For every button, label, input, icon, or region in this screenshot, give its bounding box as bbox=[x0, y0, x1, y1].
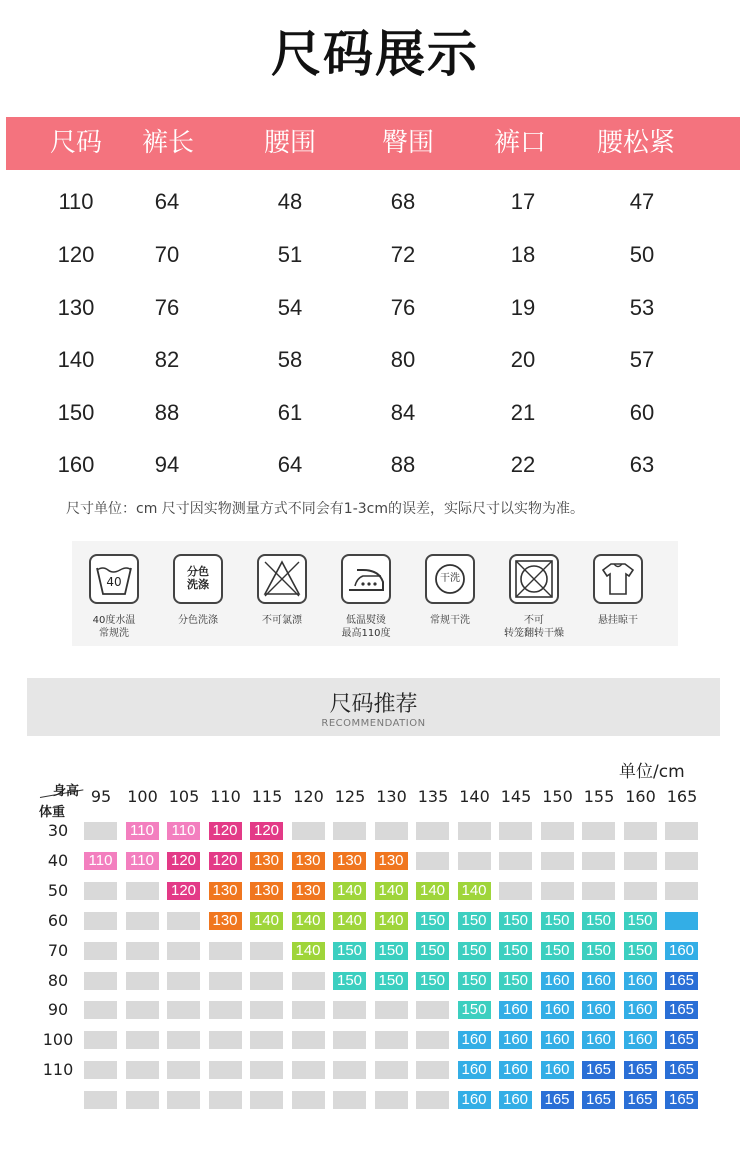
size-cell: 160 bbox=[582, 972, 615, 990]
size-cell bbox=[665, 882, 698, 900]
size-cell bbox=[292, 1061, 325, 1079]
size-cell: 130 bbox=[292, 882, 325, 900]
size-table-cell: 94 bbox=[154, 452, 180, 477]
size-cell bbox=[250, 1061, 283, 1079]
size-cell bbox=[250, 942, 283, 960]
size-cell: 160 bbox=[541, 1061, 574, 1079]
size-table-cell: 88 bbox=[154, 400, 180, 425]
separate-wash-icon bbox=[173, 554, 223, 604]
size-cell: 120 bbox=[167, 882, 200, 900]
weight-row-header: 110 bbox=[42, 1060, 74, 1080]
size-table-cell: 110 bbox=[58, 189, 94, 214]
height-column-header: 95 bbox=[90, 787, 112, 806]
weight-axis-label: 体重 bbox=[39, 805, 66, 820]
size-table-cell: 58 bbox=[277, 347, 303, 372]
size-cell: 165 bbox=[665, 1061, 698, 1079]
size-table-row bbox=[0, 235, 750, 275]
height-column-header: 105 bbox=[168, 787, 200, 806]
size-table-cell: 57 bbox=[629, 347, 655, 372]
size-unit-note: 尺寸单位：cm 尺寸因实物测量方式不同会有1-3cm的误差，实际尺寸以实物为准。 bbox=[66, 501, 584, 517]
size-cell: 165 bbox=[541, 1091, 574, 1109]
low-iron-icon bbox=[341, 554, 391, 604]
size-cell: 150 bbox=[458, 972, 491, 990]
size-table-cell: 120 bbox=[57, 242, 95, 267]
care-icon-text: 干洗 bbox=[440, 573, 460, 584]
size-table-cell: 72 bbox=[390, 242, 416, 267]
height-column-header: 150 bbox=[542, 787, 573, 806]
size-cell bbox=[375, 1091, 408, 1109]
height-axis-label: 身高 bbox=[53, 784, 80, 799]
size-cell: 160 bbox=[624, 972, 657, 990]
size-cell bbox=[333, 822, 366, 840]
size-cell bbox=[167, 1091, 200, 1109]
care-label: 悬挂晾干 bbox=[598, 615, 638, 626]
height-column-header: 145 bbox=[500, 787, 532, 806]
size-cell: 160 bbox=[499, 1031, 532, 1049]
size-cell bbox=[499, 882, 532, 900]
weight-row-header: 30 bbox=[47, 821, 69, 840]
size-cell: 165 bbox=[665, 1031, 698, 1049]
height-column-header: 130 bbox=[376, 787, 407, 806]
care-label: 不可 转笼翻转干燥 bbox=[504, 615, 564, 639]
size-cell: 140 bbox=[250, 912, 283, 930]
size-table-cell: 150 bbox=[57, 400, 95, 425]
weight-row-header: 80 bbox=[47, 970, 69, 990]
size-cell bbox=[292, 1001, 325, 1019]
size-cell bbox=[167, 972, 200, 990]
care-item bbox=[72, 541, 156, 646]
size-cell bbox=[250, 1031, 283, 1049]
care-label: 低温熨烫 最高110度 bbox=[341, 615, 391, 639]
size-cell bbox=[126, 942, 159, 960]
size-cell: 165 bbox=[665, 972, 698, 990]
size-cell: 150 bbox=[499, 972, 532, 990]
size-cell: 165 bbox=[624, 1091, 657, 1109]
size-cell bbox=[416, 1001, 449, 1019]
height-column-header: 125 bbox=[334, 787, 366, 806]
size-cell: 150 bbox=[499, 912, 532, 930]
size-cell bbox=[84, 1061, 117, 1079]
weight-row-header: 50 bbox=[47, 880, 69, 900]
care-label: 40度水温 常规洗 bbox=[92, 615, 136, 639]
dry-clean-icon bbox=[425, 554, 475, 604]
size-cell bbox=[167, 1061, 200, 1079]
size-cell bbox=[458, 822, 491, 840]
size-cell: 160 bbox=[541, 972, 574, 990]
care-item bbox=[408, 541, 492, 646]
recommendation-title: 尺码推荐 bbox=[329, 692, 418, 717]
size-cell bbox=[582, 822, 615, 840]
size-cell bbox=[126, 972, 159, 990]
size-cell: 165 bbox=[582, 1091, 615, 1109]
size-cell bbox=[541, 882, 574, 900]
size-cell bbox=[84, 972, 117, 990]
size-cell: 160 bbox=[499, 1061, 532, 1079]
size-table-cell: 76 bbox=[390, 295, 416, 320]
size-cell: 150 bbox=[375, 942, 408, 960]
size-cell: 110 bbox=[126, 852, 159, 870]
height-column-header: 120 bbox=[293, 787, 324, 806]
size-cell bbox=[292, 972, 325, 990]
size-table-cell: 160 bbox=[57, 452, 95, 477]
size-table-cell: 64 bbox=[154, 189, 180, 214]
size-cell bbox=[84, 882, 117, 900]
size-table-cell: 84 bbox=[390, 400, 416, 425]
height-column-header: 100 bbox=[127, 787, 158, 806]
height-column-header: 165 bbox=[666, 787, 698, 806]
size-cell: 120 bbox=[209, 822, 242, 840]
size-cell bbox=[209, 1001, 242, 1019]
size-cell bbox=[292, 822, 325, 840]
size-cell bbox=[416, 1091, 449, 1109]
size-table-row bbox=[0, 445, 750, 485]
size-table-cell: 63 bbox=[629, 452, 655, 477]
size-cell bbox=[292, 1091, 325, 1109]
page-title: 尺码展示 bbox=[271, 25, 479, 83]
size-cell: 150 bbox=[333, 942, 366, 960]
care-icon-text: 40 bbox=[106, 575, 122, 589]
size-cell: 150 bbox=[416, 912, 449, 930]
size-cell bbox=[582, 852, 615, 870]
size-cell: 130 bbox=[333, 852, 366, 870]
recommendation-subtitle: RECOMMENDATION bbox=[321, 718, 426, 729]
size-cell: 120 bbox=[250, 822, 283, 840]
size-cell: 130 bbox=[250, 852, 283, 870]
size-cell bbox=[126, 882, 159, 900]
size-cell bbox=[84, 912, 117, 930]
size-table-cell: 82 bbox=[154, 347, 180, 372]
size-cell: 160 bbox=[541, 1001, 574, 1019]
size-cell: 160 bbox=[458, 1061, 491, 1079]
size-cell: 140 bbox=[292, 912, 325, 930]
size-cell bbox=[167, 1001, 200, 1019]
size-cell bbox=[84, 942, 117, 960]
size-cell bbox=[375, 1031, 408, 1049]
size-cell bbox=[84, 1001, 117, 1019]
weight-row-header: 90 bbox=[47, 1000, 69, 1020]
size-cell: 150 bbox=[375, 972, 408, 990]
size-cell: 110 bbox=[167, 822, 200, 840]
size-cell bbox=[375, 1061, 408, 1079]
size-cell bbox=[416, 852, 449, 870]
size-cell: 130 bbox=[209, 882, 242, 900]
size-cell: 140 bbox=[375, 882, 408, 900]
no-tumble-dry-icon bbox=[509, 554, 559, 604]
care-item bbox=[492, 541, 576, 646]
size-cell bbox=[84, 822, 117, 840]
care-item bbox=[576, 541, 660, 646]
size-cell: 160 bbox=[458, 1031, 491, 1049]
size-cell bbox=[126, 1001, 159, 1019]
size-cell: 150 bbox=[458, 1001, 491, 1019]
size-cell bbox=[167, 942, 200, 960]
size-table-row bbox=[0, 288, 750, 328]
height-column-header: 115 bbox=[251, 787, 283, 806]
size-cell bbox=[665, 822, 698, 840]
size-cell: 110 bbox=[84, 852, 117, 870]
size-cell bbox=[333, 1091, 366, 1109]
size-table-cell: 20 bbox=[510, 347, 536, 372]
size-table-row bbox=[0, 182, 750, 222]
weight-row-header: 60 bbox=[47, 910, 69, 930]
size-cell bbox=[209, 1031, 242, 1049]
size-cell: 165 bbox=[582, 1061, 615, 1079]
size-table-cell: 80 bbox=[390, 347, 416, 372]
size-table-cell: 60 bbox=[629, 400, 655, 425]
size-table-header-cell: 臀围 bbox=[381, 128, 434, 158]
size-table-cell: 61 bbox=[277, 400, 303, 425]
size-cell: 150 bbox=[541, 942, 574, 960]
size-cell bbox=[416, 1061, 449, 1079]
size-cell: 150 bbox=[582, 942, 615, 960]
size-cell: 160 bbox=[458, 1091, 491, 1109]
size-cell: 150 bbox=[458, 912, 491, 930]
size-cell: 130 bbox=[292, 852, 325, 870]
size-cell: 140 bbox=[333, 882, 366, 900]
size-cell: 140 bbox=[375, 912, 408, 930]
wash-40-icon bbox=[89, 554, 139, 604]
size-table-row bbox=[0, 340, 750, 380]
size-table-cell: 48 bbox=[277, 189, 303, 214]
size-cell bbox=[333, 1001, 366, 1019]
size-table-cell: 53 bbox=[629, 295, 655, 320]
size-cell bbox=[582, 882, 615, 900]
size-cell bbox=[250, 1001, 283, 1019]
care-item bbox=[324, 541, 408, 646]
size-table-cell: 76 bbox=[154, 295, 180, 320]
care-label: 常规干洗 bbox=[430, 615, 470, 626]
size-cell: 150 bbox=[624, 942, 657, 960]
size-cell bbox=[167, 1031, 200, 1049]
care-item bbox=[156, 541, 240, 646]
size-cell bbox=[84, 1031, 117, 1049]
size-cell bbox=[458, 852, 491, 870]
size-cell bbox=[416, 1031, 449, 1049]
size-table-cell: 22 bbox=[510, 452, 536, 477]
size-cell bbox=[126, 1061, 159, 1079]
size-table-row bbox=[0, 393, 750, 433]
size-cell bbox=[665, 852, 698, 870]
weight-row-header: 40 bbox=[47, 850, 69, 870]
size-cell bbox=[126, 1091, 159, 1109]
size-cell: 160 bbox=[541, 1031, 574, 1049]
size-cell: 130 bbox=[209, 912, 242, 930]
size-table-cell: 140 bbox=[57, 347, 95, 372]
size-cell: 150 bbox=[416, 972, 449, 990]
size-table-cell: 64 bbox=[277, 452, 303, 477]
size-cell: 130 bbox=[375, 852, 408, 870]
size-cell bbox=[209, 972, 242, 990]
size-cell bbox=[541, 852, 574, 870]
size-cell: 130 bbox=[250, 882, 283, 900]
hang-dry-icon bbox=[593, 554, 643, 604]
height-column-header: 160 bbox=[625, 787, 656, 806]
size-cell bbox=[84, 1091, 117, 1109]
unit-label: 单位/cm bbox=[619, 762, 685, 782]
size-cell: 165 bbox=[624, 1061, 657, 1079]
size-table-cell: 130 bbox=[57, 295, 95, 320]
size-cell bbox=[167, 912, 200, 930]
size-cell bbox=[126, 1031, 159, 1049]
size-table-cell: 68 bbox=[390, 189, 416, 214]
weight-row-header: 100 bbox=[42, 1030, 74, 1050]
size-cell bbox=[333, 1061, 366, 1079]
size-cell bbox=[541, 822, 574, 840]
size-cell: 160 bbox=[499, 1091, 532, 1109]
size-table-cell: 47 bbox=[629, 189, 655, 214]
size-cell: 160 bbox=[624, 1031, 657, 1049]
size-table-cell: 21 bbox=[510, 400, 536, 425]
size-table-header-cell: 腰松紧 bbox=[596, 128, 675, 158]
size-cell: 150 bbox=[333, 972, 366, 990]
height-column-header: 135 bbox=[417, 787, 449, 806]
size-cell bbox=[499, 852, 532, 870]
size-cell: 140 bbox=[416, 882, 449, 900]
size-cell: 160 bbox=[624, 1001, 657, 1019]
size-cell: 120 bbox=[167, 852, 200, 870]
size-cell: 150 bbox=[541, 912, 574, 930]
size-table-cell: 17 bbox=[510, 189, 536, 214]
size-cell: 160 bbox=[499, 1001, 532, 1019]
size-cell bbox=[209, 1061, 242, 1079]
size-cell bbox=[375, 1001, 408, 1019]
size-table-header-cell: 尺码 bbox=[49, 128, 102, 158]
size-cell bbox=[624, 822, 657, 840]
size-table-cell: 50 bbox=[629, 242, 655, 267]
size-cell: 150 bbox=[624, 912, 657, 930]
height-column-header: 155 bbox=[583, 787, 615, 806]
recommendation-banner bbox=[27, 678, 720, 736]
weight-row-header: 70 bbox=[47, 940, 69, 960]
size-cell bbox=[375, 822, 408, 840]
size-cell bbox=[126, 912, 159, 930]
size-cell: 140 bbox=[458, 882, 491, 900]
size-cell: 165 bbox=[665, 1091, 698, 1109]
size-table-cell: 51 bbox=[277, 242, 303, 267]
size-cell bbox=[416, 822, 449, 840]
size-table-header-cell: 裤长 bbox=[141, 128, 194, 158]
care-instructions-panel bbox=[72, 541, 678, 646]
size-cell: 140 bbox=[333, 912, 366, 930]
size-cell: 150 bbox=[416, 942, 449, 960]
size-table-header-cell: 腰围 bbox=[263, 128, 316, 158]
size-table-cell: 54 bbox=[277, 295, 303, 320]
size-cell: 165 bbox=[665, 1001, 698, 1019]
care-item bbox=[240, 541, 324, 646]
size-cell: 110 bbox=[126, 822, 159, 840]
size-cell: 160 bbox=[582, 1001, 615, 1019]
size-cell bbox=[499, 822, 532, 840]
size-table-header-cell: 裤口 bbox=[493, 128, 546, 158]
size-cell bbox=[250, 1091, 283, 1109]
height-column-header: 140 bbox=[459, 787, 490, 806]
size-cell: 160 bbox=[665, 942, 698, 960]
size-table-cell: 88 bbox=[390, 452, 416, 477]
size-table-header bbox=[6, 117, 740, 170]
size-cell bbox=[333, 1031, 366, 1049]
care-label: 不可氯漂 bbox=[262, 615, 302, 626]
size-cell bbox=[292, 1031, 325, 1049]
size-cell bbox=[624, 882, 657, 900]
size-table-cell: 18 bbox=[510, 242, 536, 267]
height-column-header: 110 bbox=[210, 787, 241, 806]
size-cell: 160 bbox=[582, 1031, 615, 1049]
size-cell bbox=[250, 972, 283, 990]
size-cell: 150 bbox=[458, 942, 491, 960]
no-bleach-icon bbox=[257, 554, 307, 604]
size-table-cell: 70 bbox=[154, 242, 180, 267]
size-cell bbox=[209, 1091, 242, 1109]
size-cell bbox=[624, 852, 657, 870]
size-cell: 150 bbox=[499, 942, 532, 960]
size-cell bbox=[665, 912, 698, 930]
size-cell: 140 bbox=[292, 942, 325, 960]
size-cell bbox=[209, 942, 242, 960]
care-icon-text: 分色 洗涤 bbox=[187, 565, 209, 591]
size-cell: 150 bbox=[582, 912, 615, 930]
care-label: 分色洗涤 bbox=[178, 615, 218, 626]
size-table-cell: 19 bbox=[510, 295, 536, 320]
size-cell: 120 bbox=[209, 852, 242, 870]
